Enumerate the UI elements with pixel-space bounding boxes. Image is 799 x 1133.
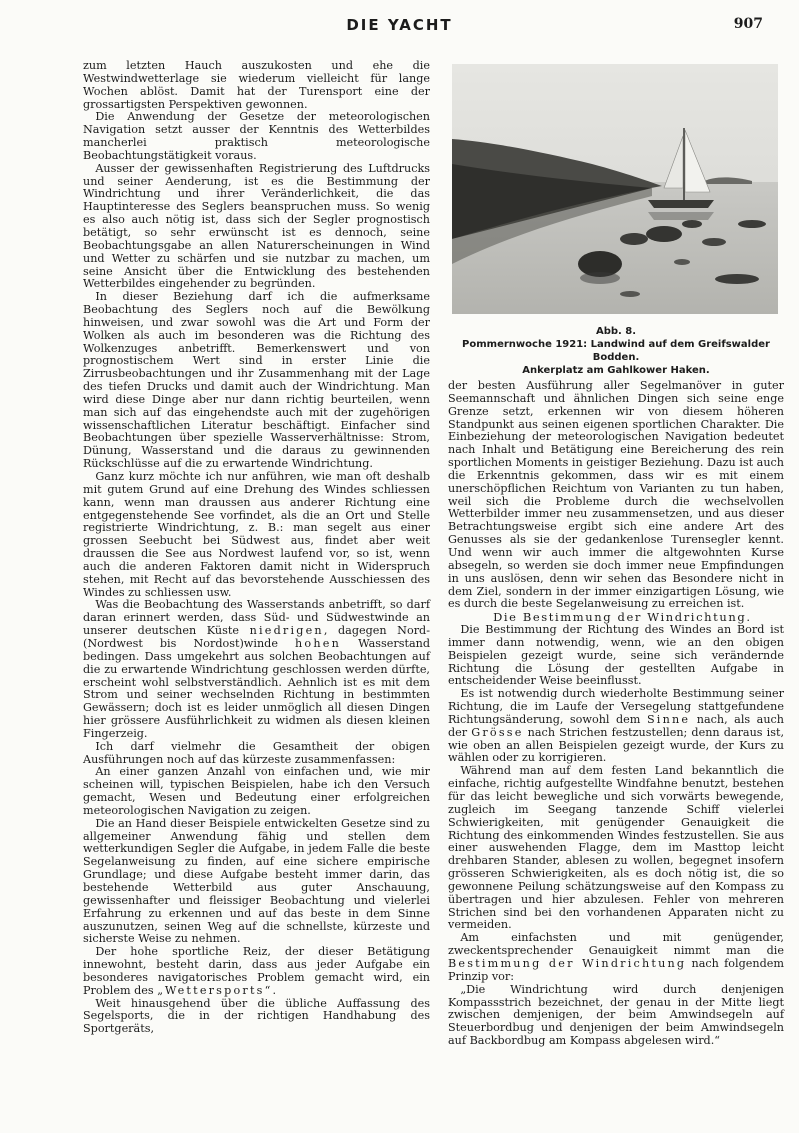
- right-column: [448, 380, 784, 1048]
- paragraph: Während man auf dem festen Land bekanntlich die einfache, richtig aufgestellte Windfahne benutzt, bestehen für das leicht bewegliche und sich vorwärts bewegende, zugleich im Seegang tanzende Schiff vielerlei Schwierigkeiten, mit genügender Genauigkeit die Richtung des einkommenden Windes festzustellen. Sie aus einer auswehenden Flagge, dem im Masttop leicht drehbaren Stander, ablesen zu wollen, begegnet insofern grösseren Schwierigkeiten, als es doch nötig ist, die so gewonnene Peilung schätzungsweise auf den Kompass zu übertragen und hier abzulesen. Fehler von mehreren Strichen sind bei den vorhandenen Apparaten nicht zu vermeiden.: [448, 764, 784, 932]
- paragraph: Ganz kurz möchte ich nur anführen, wie man oft deshalb mit gutem Grund auf eine Drehung des Windes schliessen kann, wenn man draussen aus anderer Richtung eine entgegenstehende See vorfindet, als die an Ort und Stelle registrierte Windrichtung, z. B.: man segelt aus einer grossen Seebucht bei Südwest aus, findet aber weit draussen die See aus Nordwest laufend vor, so ist, wenn auch die anderen Faktoren damit nicht in Widerspruch stehen, mit Recht auf das bevorstehende Ausschiessen des Windes zu schliessen usw.: [83, 470, 430, 599]
- emphasized-text: hohen: [295, 636, 342, 650]
- paragraph: An einer ganzen Anzahl von einfachen und, wie mir scheinen will, typischen Beispielen, habe ich den Versuch gemacht, Wesen und Bedeutung einer erfolgreichen meteorologischen Navigation zu zeigen.: [83, 765, 430, 817]
- paragraph: Ausser der gewissenhaften Registrierung des Luftdrucks und seiner Aenderung, ist es die Bestimmung der Windrichtung und ihrer Veränderlichkeit, die das Hauptinteresse des Seglers beanspruchen muss. So wenig es also auch nötig ist, dass sich der Segler prognostisch betätigt, so sehr erwünscht ist es dennoch, seine Beobachtungsgabe an allen Naturerscheinungen in Wind und Wetter zu schärfen und sie nutzbar zu machen, um seine Ansicht über die Entwicklung des bestehenden Wetterbildes eingehender zu begründen.: [83, 161, 430, 291]
- page-header: [0, 14, 799, 42]
- paragraph: [448, 932, 784, 983]
- paragraph: [83, 946, 430, 997]
- text-run: nach folgendem Prinzip vor:: [448, 956, 784, 983]
- text-run: Es ist notwendig durch wiederholte Bestimmung seiner Richtung, die im Laufe der Versegelung stattgefundene Richtungsänderung, sowohl dem: [448, 687, 784, 726]
- photo-illustration: [452, 64, 778, 314]
- paragraph: Ich darf vielmehr die Gesamtheit der obigen Ausführungen noch auf das kürzeste zusammenfassen:: [83, 739, 430, 766]
- paragraph: Die Bestimmung der Richtung des Windes an Bord ist immer dann notwendig, wenn, wie an den obigen Beispielen gezeigt wurde, seine sich verändernde Richtung die Lösung der gestellten Aufgabe in entscheidender Weise beeinflusst.: [448, 623, 784, 688]
- text-run: , dagegen Nord- (Nordwest bis Nordost)winde: [83, 624, 430, 650]
- paragraph: Die Anwendung der Gesetze der meteorologischen Navigation setzt ausser der Kenntnis des Wetterbildes mancherlei praktisch meteorologische Beobachtungstätigkeit voraus.: [83, 110, 430, 162]
- caption-line: Pommernwoche 1921: Landwind auf dem Greifswalder Bodden.: [462, 339, 770, 363]
- paragraph: der besten Ausführung aller Segelmanöver in guter Seemannschaft und ähnlichen Dingen sich seine enge Grenze setzt, erkennen wir von diesem höheren Standpunkt aus seinen eigenen sportlichen Charakter. Die Einbeziehung der meteorologischen Navigation bedeutet nach Inhalt und Betätigung eine Bereicherung des rein sportlichen Moments in geistiger Beziehung. Dazu ist auch die Erkenntnis gekommen, dass wir es mit einem unerschöpflichen Reichtum von Varianten zu tun haben, weil sich die Probleme durch die wechselvollen Wetterbilder immer neu zusammensetzen, und aus dieser Betrachtungsweise ergibt sich eine andere Art des Genusses als sie der gedankenlose Turensegler kennt. Und wenn wir auch immer die altgewohnten Kurse absegeln, so werden sie doch immer neue Empfindungen in uns auslösen, denn wir sehen das Besondere nicht in dem Ziel, sondern in der immer einzigartigen Lösung, wie es durch die beste Segelanweisung zu erreichen ist.: [448, 379, 784, 611]
- emphasized-text: „Wettersports“: [157, 983, 273, 997]
- paragraph: [448, 688, 784, 765]
- emphasized-text: Bestimmung der Windrichtung: [448, 956, 687, 970]
- emphasized-text: niedrigen: [249, 624, 324, 638]
- paragraph: In dieser Beziehung darf ich die aufmerksame Beobachtung des Seglers noch auf die Bewölkung hinweisen, und zwar sowohl was die Art und Form der Wolken als auch im besonderen was die Richtung des Wolkenzuges anbetrifft. Bemerkenswert und von prognostischem Wert sind in erster Linie die Zirrusbeobachtungen und ihr Zusammenhang mit der Lage des tiefen Drucks und damit auch der Windrichtung. Man wird diese Dinge aber nur dann richtig beurteilen, wenn man sich auf das eingehendste auch mit der zugehörigen wissenschaftlichen Literatur beschäftigt. Einfacher sind Beobachtungen über spezielle Wasserverhältnisse: Strom, Dünung, Wasserstand und die daraus zu gewinnenden Rückschlüsse auf die zu erwartende Windrichtung.: [83, 290, 430, 471]
- figure-caption: [448, 325, 784, 377]
- text-run: Wasserstand bedingen. Dass umgekehrt aus solchen Beobachtungen auf die zu erwartende Windrichtung geschlossen werden dürfte, erscheint wohl selbstverständlich. Aehnlich ist es mit dem Strom und seiner wechselnden Richtung in bestimmten Gewässern; doch ist es leider unmöglich all diesen Dingen hier grössere Ausführlichkeit zu widmen als diesen kleinen Fingerzeig.: [83, 636, 430, 740]
- paragraph: Die an Hand dieser Beispiele entwickelten Gesetze sind zu allgemeiner Anwendung fähig und stellen dem wetterkundigen Segler die Aufgabe, in jedem Falle die beste Segelanweisung zu finden, auf eine sichere empirische Grundlage; und diese Aufgabe besteht immer darin, das bestehende Wetterbild aus guter Anschauung, gewissenhafter und fleissiger Beobachtung und vielerlei Erfahrung zu erkennen und auf das beste in dem Sinne auszunutzen, seinen Weg auf die schnellste, kürzeste und sicherste Weise zu nehmen.: [83, 816, 430, 946]
- emphasized-text: Grösse: [471, 725, 524, 739]
- emphasized-text: Sinne: [646, 712, 691, 726]
- quote-paragraph: „Die Windrichtung wird durch denjenigen Kompassstrich bezeichnet, der genau in der Mitte liegt zwischen demjenigen, der beim Amwindsegeln auf Steuerbordbug und denjenigen der beim Amwindsegeln auf Backbordbug am Kompass abgelesen wird.“: [448, 982, 784, 1048]
- paragraph: zum letzten Hauch auszukosten und ehe die Westwindwetterlage sie wiederum vielleicht für lange Wochen ablöst. Damit hat der Turensport eine der grossartigsten Perspektiven gewonnen.: [83, 59, 430, 111]
- text-run: .: [272, 983, 277, 997]
- text-run: Der hohe sportliche Reiz, der dieser Betätigung innewohnt, besteht darin, dass aus jeder Aufgabe ein besonderes navigatorisches Problem gemacht wird, ein Problem des: [83, 945, 430, 997]
- section-heading: Die Bestimmung der Windrichtung.: [493, 610, 752, 625]
- page-number: 907: [733, 16, 763, 32]
- paragraph: Weit hinausgehend über die übliche Auffassung des Segelsports, die in der richtigen Handhabung des Sportgeräts,: [83, 996, 430, 1036]
- text-run: nach Strichen festzustellen; denn daraus ist, wie oben an allen Beispielen gezeigt wurde, der Kurs zu wählen oder zu korrigieren.: [448, 725, 785, 765]
- text-run: nach, als auch der: [448, 712, 785, 739]
- photo-sailboat-anchorage: [452, 64, 778, 314]
- caption-line: Ankerplatz am Gahlkower Haken.: [522, 365, 710, 376]
- running-title: DIE YACHT: [346, 16, 453, 34]
- text-run: Am einfachsten und mit genügender, zweckentsprechender Genauigkeit nimmt man die: [448, 931, 784, 958]
- figure-label: Abb. 8.: [595, 326, 637, 337]
- text-run: Was die Beobachtung des Wasserstands anbetrifft, so darf daran erinnert werden, dass Süd- und Südwestwinde an unserer deutschen Küste: [83, 598, 430, 638]
- paragraph: [83, 599, 430, 740]
- left-column: [83, 60, 430, 1036]
